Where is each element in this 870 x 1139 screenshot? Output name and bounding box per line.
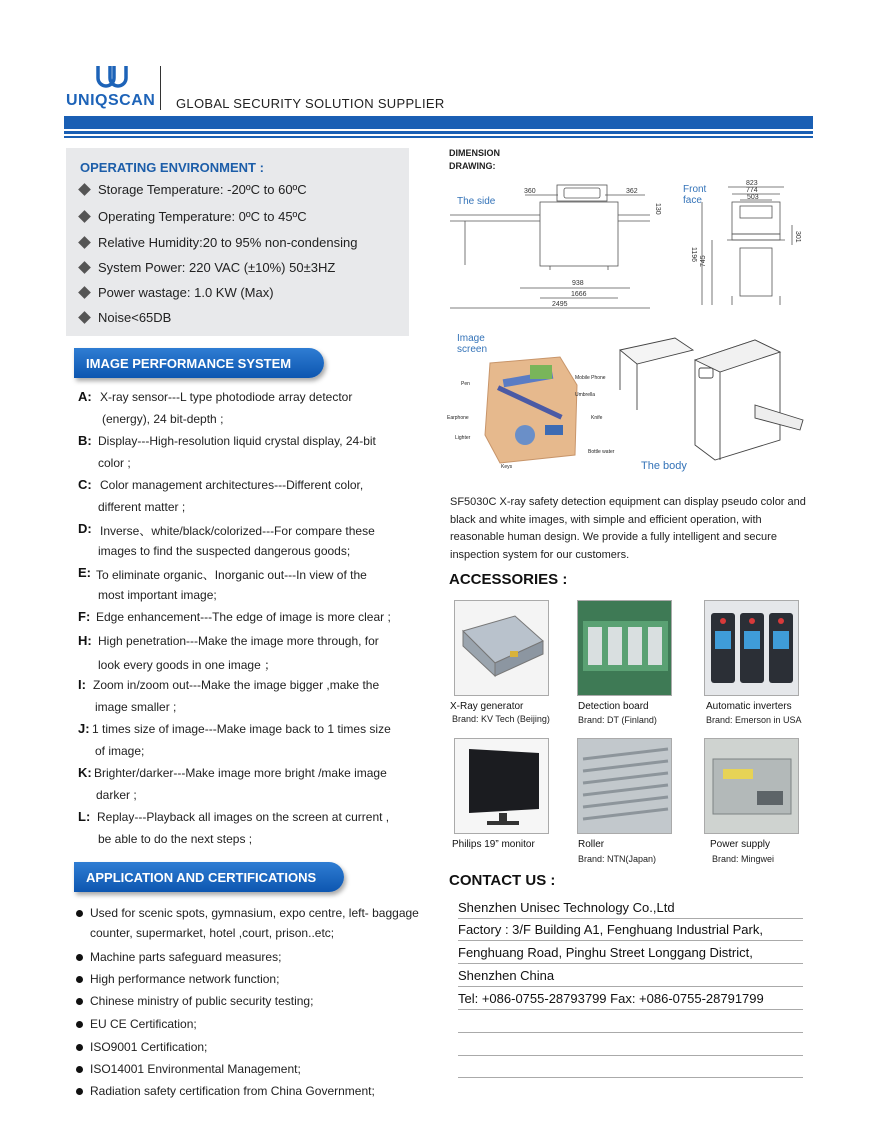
feature-text: 1 times size of image---Make image back to 1 times size <box>92 722 391 736</box>
header-stripes <box>64 116 813 138</box>
automatic-inverters-image <box>704 600 799 696</box>
accessory-brand: Brand: Emerson in USA <box>706 715 802 725</box>
feature-text: most important image; <box>98 588 217 602</box>
xray-generator-image <box>454 600 549 696</box>
application-heading: APPLICATION AND CERTIFICATIONS <box>74 862 344 892</box>
product-description: SF5030C X-ray safety detection equipment can display pseudo color and black and white images, with simple and efficient operation, with reasonable human design. We provide a fully intelligent and secure inspection system for our customers. <box>450 496 806 561</box>
front-label: Front face <box>683 184 707 206</box>
philips-monitor-image <box>454 738 549 834</box>
env-item: Operating Temperature: 0ºC to 45ºC <box>80 209 307 224</box>
contact-city: Shenzhen China <box>458 968 555 983</box>
application-item: Machine parts safeguard measures; <box>90 950 282 964</box>
brand-name: UNIQSCAN <box>66 92 156 109</box>
accessory-name: Power supply <box>710 839 771 850</box>
rule <box>458 1055 803 1056</box>
diamond-bullet-icon <box>78 261 91 274</box>
accessory-name: Roller <box>578 839 605 850</box>
xray-image-screen <box>445 355 620 470</box>
dim-value: 774 <box>746 187 758 194</box>
feature-letter: A: <box>78 389 92 404</box>
accessory-brand: Brand: NTN(Japan) <box>578 854 657 864</box>
env-item: Power wastage: 1.0 KW (Max) <box>80 285 274 300</box>
feature-letter: E: <box>78 565 91 580</box>
feature-letter: D: <box>78 521 92 536</box>
dim-value: 360 <box>524 188 536 195</box>
bullet-icon <box>76 1066 83 1073</box>
detection-board-image <box>577 600 672 696</box>
diamond-bullet-icon <box>78 236 91 249</box>
application-item: counter, supermarket, hotel ,court, prison..etc; <box>90 926 335 940</box>
diamond-bullet-icon <box>78 286 91 299</box>
roller-image <box>577 738 672 834</box>
feature-text: darker ; <box>96 788 137 802</box>
tagline: GLOBAL SECURITY SOLUTION SUPPLIER <box>176 96 445 111</box>
dim-value: 938 <box>572 280 584 287</box>
feature-text: Edge enhancement---The edge of image is more clear ; <box>96 610 391 624</box>
feature-text: Display---High-resolution liquid crystal display, 24-bit <box>98 434 376 448</box>
item-label: Bottle water <box>588 449 615 455</box>
contact-address: Fenghuang Road, Pinghu Street Longgang District, <box>458 945 753 960</box>
feature-text: look every goods in one image ； <box>98 658 277 672</box>
feature-text: To eliminate organic、Inorganic out---In view of the <box>96 568 367 582</box>
application-item: Used for scenic spots, gymnasium, expo centre, left- baggage <box>90 906 419 920</box>
feature-text: Zoom in/zoom out---Make the image bigger ,make the <box>93 678 380 692</box>
feature-text: Inverse、white/black/colorized---For compare these <box>100 524 375 538</box>
bullet-icon <box>76 954 83 961</box>
feature-letter: L: <box>78 809 91 824</box>
application-item: EU CE Certification; <box>90 1017 197 1031</box>
env-item: Storage Temperature: -20ºC to 60ºC <box>80 182 307 197</box>
bullet-icon <box>76 976 83 983</box>
feature-letter: H: <box>78 633 92 648</box>
application-item: Radiation safety certification from China Government; <box>90 1084 375 1098</box>
accessory-name: X-Ray generator <box>450 701 524 712</box>
accessory-name: Philips 19” monitor <box>452 839 535 850</box>
feature-text: be able to do the next steps ; <box>98 832 253 846</box>
feature-text: (energy), 24 bit-depth ; <box>102 412 224 426</box>
dim-value: 745 <box>700 255 707 267</box>
bullet-icon <box>76 1088 83 1095</box>
diamond-bullet-icon <box>78 210 91 223</box>
side-label: The side <box>457 196 496 207</box>
dim-value: 2495 <box>552 301 568 308</box>
body-label: The body <box>641 460 687 472</box>
accessory-brand: Brand: DT (Finland) <box>578 715 657 725</box>
accessory-brand: Brand: KV Tech (Beijing) <box>452 714 550 724</box>
dimension-drawing-label: DIMENSION DRAWING: <box>449 148 501 171</box>
rule <box>458 918 803 919</box>
item-label: Keys <box>501 464 513 470</box>
power-supply-image <box>704 738 799 834</box>
dim-value: 823 <box>746 180 758 187</box>
feature-text: Replay---Playback all images on the screen at current , <box>97 810 390 824</box>
feature-text: X-ray sensor---L type photodiode array detector <box>100 390 353 404</box>
rule <box>458 1009 803 1010</box>
item-label: Knife <box>591 415 603 421</box>
feature-text: of image; <box>95 744 145 758</box>
feature-text: color ; <box>98 456 131 470</box>
image-performance-heading: IMAGE PERFORMANCE SYSTEM <box>74 348 324 378</box>
item-label: Mobile Phone <box>575 375 606 381</box>
feature-letter: C: <box>78 477 92 492</box>
item-label: Umbrella <box>575 392 596 398</box>
feature-text: image smaller ; <box>95 700 177 714</box>
env-item: Noise<65DB <box>80 310 171 325</box>
image-screen-label: Image screen <box>457 333 488 355</box>
item-label: Pen <box>461 381 470 387</box>
dim-value: 130 <box>654 203 661 215</box>
bullet-icon <box>76 1044 83 1051</box>
feature-letter: J: <box>78 721 90 736</box>
diamond-bullet-icon <box>78 311 91 324</box>
rule <box>458 1077 803 1078</box>
feature-text: Brighter/darker---Make image more bright /make image <box>94 766 387 780</box>
feature-letter: F: <box>78 609 91 624</box>
env-item: System Power: 220 VAC (±10%) 50±3HZ <box>80 260 335 275</box>
bullet-icon <box>76 998 83 1005</box>
feature-text: High penetration---Make the image more through, for <box>98 634 379 648</box>
contact-company: Shenzhen Unisec Technology Co.,Ltd <box>458 900 675 915</box>
dimension-drawing <box>440 175 810 315</box>
rule <box>458 1032 803 1033</box>
bullet-icon <box>76 1021 83 1028</box>
accessories-heading: ACCESSORIES : <box>449 571 568 588</box>
uniqscan-logo-icon <box>92 62 132 94</box>
feature-text: images to find the suspected dangerous goods; <box>98 544 351 558</box>
rule <box>458 963 803 964</box>
item-label: Earphone <box>447 415 469 421</box>
dim-value: 362 <box>626 188 638 195</box>
feature-letter: B: <box>78 433 92 448</box>
application-item: ISO9001 Certification; <box>90 1040 208 1054</box>
application-item: High performance network function; <box>90 972 280 986</box>
accessory-name: Detection board <box>578 701 649 712</box>
dim-value: 301 <box>794 231 801 243</box>
header-divider <box>160 66 161 110</box>
accessory-name: Automatic inverters <box>706 701 792 712</box>
bullet-icon <box>76 910 83 917</box>
diamond-bullet-icon <box>78 183 91 196</box>
feature-letter: K: <box>78 765 92 780</box>
contact-phone: Tel: +086-0755-28793799 Fax: +086-0755-28791799 <box>458 991 764 1006</box>
environment-title: OPERATING ENVIRONMENT : <box>80 160 264 175</box>
application-item: ISO14001 Environmental Management; <box>90 1062 301 1076</box>
accessory-brand: Brand: Mingwei <box>712 854 775 864</box>
application-item: Chinese ministry of public security testing; <box>90 994 314 1008</box>
rule <box>458 986 803 987</box>
rule <box>458 940 803 941</box>
feature-text: different matter ; <box>98 500 186 514</box>
dim-value: 503 <box>747 194 759 201</box>
feature-letter: I: <box>78 677 86 692</box>
contact-address: Factory : 3/F Building A1, Fenghuang Industrial Park, <box>458 922 763 937</box>
item-label: Lighter <box>455 435 471 441</box>
dim-value: 1196 <box>690 247 697 263</box>
feature-text: Color management architectures---Different color, <box>100 478 364 492</box>
machine-body-illustration <box>615 330 810 475</box>
dim-value: 1666 <box>571 291 587 298</box>
contact-heading: CONTACT US : <box>449 872 556 889</box>
env-item: Relative Humidity:20 to 95% non-condensing <box>80 235 357 250</box>
